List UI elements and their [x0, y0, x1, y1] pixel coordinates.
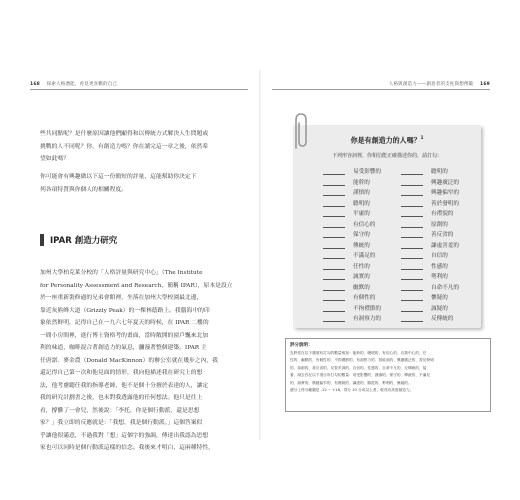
adjective-label: 誠實的 [353, 274, 370, 280]
check-blank[interactable] [401, 274, 423, 280]
section-marker [40, 234, 44, 246]
checkbox-item[interactable] [401, 188, 459, 196]
adjective-label: 性感的 [431, 263, 448, 270]
adjective-label: 不拘禮節的 [353, 305, 381, 312]
check-blank[interactable] [323, 264, 345, 270]
header-rule-right [272, 89, 490, 90]
adjective-label: 善於發明的 [431, 200, 459, 207]
checkbox-item[interactable] [401, 199, 459, 207]
adjective-label: 勢利的 [431, 274, 448, 280]
section-title: IPAR 創造力研究 [50, 236, 118, 246]
scoring-line: 性的、幽默的、有個性的、不拘禮節的、有洞察力的、智能高的、興趣廣泛的、善於發明 [290, 358, 434, 363]
adjective-label: 有信心的 [353, 221, 376, 228]
text-line: 於一座重新裝修過的兄弟會館裡，坐落在加州大學校園最北邊， [40, 295, 203, 301]
page-number-left: 168 [30, 82, 40, 87]
check-blank[interactable] [401, 253, 423, 259]
checkbox-item[interactable] [323, 293, 375, 301]
paperclip-icon [287, 112, 311, 150]
check-blank[interactable] [401, 243, 423, 249]
text-line: 還記得自己第一次和他見面的情形，我向他描述我在研究上的想 [40, 370, 203, 376]
header-title-left: 探索人格潛能，看見更喜歡的自己 [46, 82, 118, 87]
check-blank[interactable] [323, 295, 345, 301]
checkbox-item[interactable] [323, 314, 381, 322]
check-blank[interactable] [401, 180, 423, 186]
checkbox-item[interactable] [401, 283, 459, 291]
check-blank[interactable] [323, 285, 345, 291]
adjective-label: 幽默的 [353, 284, 370, 291]
adjective-label: 自信的 [431, 253, 448, 259]
ipar-paragraph [40, 267, 248, 455]
check-blank[interactable] [323, 201, 345, 207]
check-blank[interactable] [323, 243, 345, 249]
text-line: 加州大學柏克萊分校的「人格評量與研究中心」（The Institute [40, 270, 203, 276]
check-blank[interactable] [401, 222, 423, 228]
checkbox-item[interactable] [323, 304, 381, 312]
check-blank[interactable] [401, 285, 423, 291]
running-header-left [30, 81, 117, 87]
page-number-right: 169 [480, 82, 490, 87]
assessment-paragraph [40, 171, 248, 196]
adjective-label: 易受影響的 [353, 169, 381, 175]
check-blank[interactable] [323, 253, 345, 259]
checkbox-item[interactable] [323, 272, 370, 280]
adjective-label: 謙虛害羞的 [431, 242, 459, 249]
scoring-line: 先將你在以下選項有打勾的數量相加：能幹的、聰明的、有信心的、自我中心的、任 [290, 351, 427, 355]
scoring-line: 總分上得分範圍是 -12 ~ +18，得分 10 分或以上者，較具有高度創造力。 [290, 388, 414, 393]
check-blank[interactable] [401, 295, 423, 301]
section-heading [40, 234, 117, 246]
book-gutter [259, 70, 261, 440]
text-line: 挑戰的人不同呢？你，有創造力嗎？你在讀完這一章之後，依然希 [40, 143, 209, 150]
quiz-instruction: 下列形容詞裡，你相信能正確描述你的，請打勾： [331, 153, 442, 159]
checkbox-item[interactable] [401, 251, 448, 259]
text-line: 看，撐髒了一會兒，然後說：「李托，你是個行動派，還是思想 [40, 407, 200, 414]
checkbox-item[interactable] [401, 262, 448, 270]
header-title-right: 人格與創造力——創意者的支柱與想像範 [388, 82, 474, 87]
check-blank[interactable] [401, 211, 423, 217]
text-line: 乎讓他很滿意，不過我對「想」這個字的強調，傳達出我認為思想 [40, 432, 209, 439]
checkbox-item[interactable] [323, 283, 370, 291]
checkbox-item[interactable] [323, 251, 375, 259]
check-blank[interactable] [323, 316, 345, 322]
checkbox-item[interactable] [401, 209, 453, 217]
check-blank[interactable] [401, 316, 423, 322]
checkbox-item[interactable] [401, 230, 453, 238]
checkbox-item[interactable] [323, 262, 370, 270]
text-line: 家也可以同時是個行動派這樣的信念。我後來才明白，這兩種特性， [40, 445, 214, 451]
check-blank[interactable] [323, 274, 345, 280]
adjective-label: 能幹的 [353, 179, 370, 186]
adjective-label: 聰明的 [431, 169, 448, 175]
check-blank[interactable] [323, 169, 345, 175]
adjective-label: 原創的 [431, 221, 448, 228]
adjective-label: 有個性的 [353, 295, 376, 301]
check-blank[interactable] [323, 180, 345, 186]
scoring-title: 評分說明： [290, 343, 313, 348]
text-line: 家？」我立即的反應就是：「我想，我是個行動派。」這個答案似 [40, 420, 203, 426]
checkbox-item[interactable] [323, 199, 370, 207]
checkbox-item[interactable] [323, 220, 375, 228]
adjective-label: 不滿足的 [353, 253, 376, 259]
adjective-label: 誠疑的 [431, 305, 448, 312]
check-blank[interactable] [401, 169, 423, 175]
text-line: 望如此嗎？ [40, 156, 69, 162]
checkbox-item[interactable] [401, 178, 459, 186]
adjective-label: 平庸的 [353, 211, 370, 217]
checkbox-item[interactable] [323, 188, 370, 196]
checkbox-item[interactable] [323, 178, 370, 186]
adjective-label: 有禮貌的 [431, 211, 454, 217]
text-line: 任唐諾．麥金農（Donald MacKinnon）的辦公室就在幾步之內，我 [40, 357, 218, 364]
scoring-instructions [285, 338, 491, 412]
adjective-label: 興趣廣泛的 [431, 179, 459, 186]
text-line: 你可能會有興趣做以下這一份簡短的評量，這能幫助你決定下 [40, 174, 197, 180]
check-blank[interactable] [323, 222, 345, 228]
checkbox-item[interactable] [323, 230, 370, 238]
adjective-label: 保守的 [353, 232, 370, 238]
check-blank[interactable] [401, 306, 423, 312]
intro-paragraph [40, 128, 248, 166]
adjective-label: 懷疑的 [431, 295, 448, 301]
adjective-label: 謹慎的 [353, 190, 370, 196]
text-line: 我的研究計劃書之後，也未對我透露他的任何想法。他只是往上 [40, 395, 203, 401]
checkbox-item[interactable] [401, 314, 453, 322]
checkbox-item[interactable] [323, 241, 370, 249]
quiz-title-text: 你是有創造力的人嗎？ [350, 136, 421, 145]
check-blank[interactable] [323, 306, 345, 312]
quiz-title [293, 135, 481, 145]
adjective-label: 任性的 [353, 263, 370, 270]
footnote-mark: 1 [420, 135, 424, 140]
creativity-quiz-card [293, 125, 481, 328]
text-line: 利的味道，咖啡混合著創造力的氣息，瀰漫著整個建築，IPAR 主 [40, 345, 207, 351]
adjective-label: 興趣偏窄的 [431, 190, 459, 196]
check-blank[interactable] [323, 190, 345, 196]
adjective-label: 善反省的 [431, 232, 454, 238]
check-blank[interactable] [401, 201, 423, 207]
check-blank[interactable] [401, 190, 423, 196]
checkbox-item[interactable] [401, 272, 448, 280]
checkbox-item[interactable] [401, 220, 448, 228]
text-line: for Personality Assessment and Research，簡稱 IPAR），原本是設立 [40, 282, 233, 289]
text-line: 些共同點呢？是什麼原因讓他們顯得和以傳統方式解決人生問題或 [40, 131, 209, 137]
header-rule-left [30, 89, 248, 90]
scoring-text [290, 350, 488, 394]
checkbox-item[interactable] [401, 167, 448, 175]
checkbox-item[interactable] [401, 293, 448, 301]
adjective-label: 有洞察力的 [353, 316, 381, 322]
running-header-right [389, 81, 490, 87]
adjective-label: 反傳統的 [431, 316, 454, 322]
check-blank[interactable] [401, 264, 423, 270]
adjective-label: 傳統的 [353, 242, 370, 249]
check-blank[interactable] [401, 232, 423, 238]
checkbox-item[interactable] [401, 241, 459, 249]
text-line: 法，他考慮聽任我的指導老師，他不是個十分擅於表達的人，讓定 [40, 382, 209, 389]
scoring-line: 的、誠實的、興趣偏窄的、有禮貌的、謙虛的、順從的、勢利的、懷疑的。 [290, 380, 412, 385]
scoring-line: 的、原創的、善反省的、足智多謀的、自信的、性感的、自命不凡的、反傳統的，接 [290, 365, 427, 370]
adjective-label: 聰明的 [353, 200, 370, 207]
check-blank[interactable] [323, 232, 345, 238]
text-line: 靠近灰熊峰大道（Grizzly Peak）的一棵林蔭路上。我腦海中的印 [40, 307, 210, 314]
scoring-line: 著，減去你在以下項目所打勾的數量：易受影響的、謹慎的、保守的、傳統的、不滿足 [290, 373, 431, 378]
checkbox-item[interactable] [323, 167, 381, 175]
adjective-label: 自命不凡的 [431, 284, 459, 291]
text-line: 列各項特質與你個人的相關程度。 [40, 186, 127, 193]
text-line: 一間小房間裡，進行博士資格考的畫面，當時敞開的窗戶飄來北加 [40, 332, 209, 339]
text-line: 象依然鮮明，記得自己在一九六七年夏天的時候，在 IPAR 二樓的 [40, 320, 209, 326]
checkbox-item[interactable] [401, 304, 448, 312]
check-blank[interactable] [323, 211, 345, 217]
checkbox-item[interactable] [323, 209, 370, 217]
